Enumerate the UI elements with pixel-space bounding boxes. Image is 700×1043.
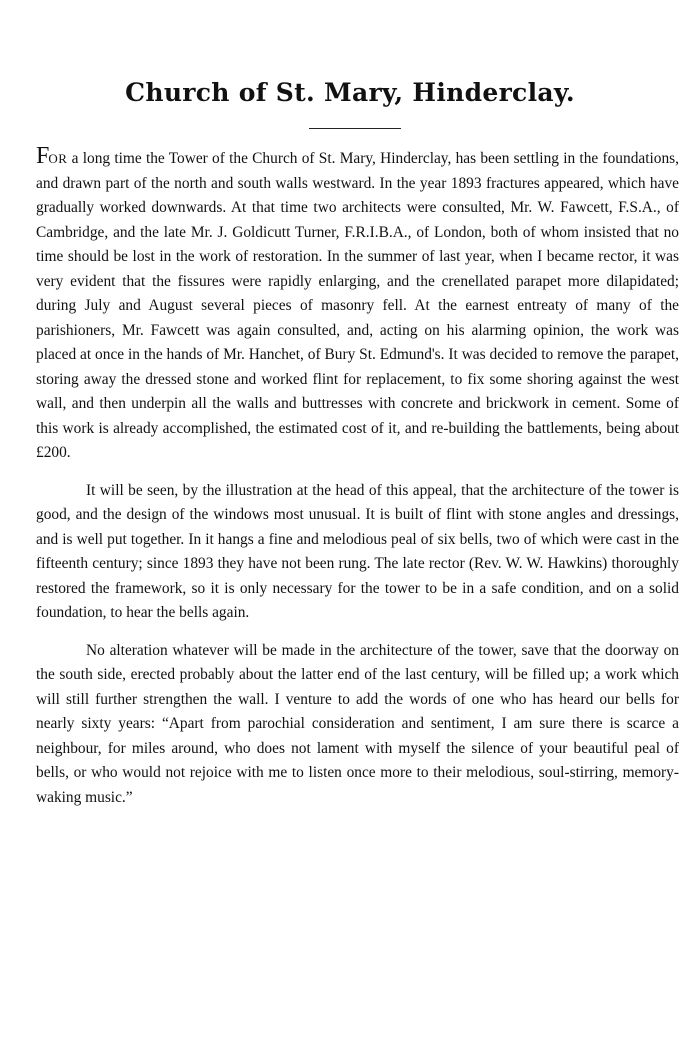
lead-in: OR [48, 151, 68, 166]
paragraph-1-text: a long time the Tower of the Church of St. Mary, Hinderclay, has been settling in the foundations, and drawn part of the north and south walls westward. In the year 1893 fractures appeared, which have gradually worked downwards. At that time two architects were consulted, Mr. W. Fawcett, F.S.A., of Cambridge, and the late Mr. J. Goldicutt Turner, F.R.I.B.A., of London, both of whom insisted that no time should be lost in the work of restoration. In the summer of last year, when I became rector, it was very evident that the fissures were rapidly enlarging, and the crenellated parapet more dilapidated; during July and August several pieces of masonry fell. At the earnest entreaty of many of the parishioners, Mr. Fawcett was again consulted, and, acting on his alarming opinion, the work was placed at once in the hands of Mr. Hanchet, of Bury St. Edmund's. It was decided to remove the parapet, storing away the dressed stone and worked flint for replacement, to fix some shoring against the west wall, and then underpin all the walls and buttresses with concrete and brickwork in cement. Some of this work is already accomplished, the estimated cost of it, and re-building the battlements, being about £200. [36, 150, 679, 461]
paragraph-2: It will be seen, by the illustration at the head of this appeal, that the architecture of the tower is good, and the design of the windows most unusual. It is built of flint with stone angles and dressings, and is well put together. In it hangs a fine and melodious peal of six bells, two of which were cast in the fifteenth century; since 1893 they have not been rung. The late rector (Rev. W. W. Hawkins) thoroughly restored the framework, so it is only necessary for the tower to be in a safe condition, and on a solid foundation, to hear the bells again. [36, 481, 679, 621]
drop-cap: F [36, 143, 49, 169]
paragraph-3: No alteration whatever will be made in the architecture of the tower, save that the doorway on the south side, erected probably about the latter end of the last century, will be filled up; a work which will still further strengthen the wall. I venture to add the words of one who has heard our bells for nearly sixty years: “Apart from parochial consideration and sentiment, I am sure there is scarce a neighbour, for miles around, who does not lament with myself the silence of your beautiful peal of bells, or who would not rejoice with me to listen once more to their melodious, soul-stirring, memory-waking music.” [36, 641, 679, 806]
body-text [36, 143, 679, 810]
page-title: Church of St. Mary, Hinderclay. [125, 78, 575, 107]
paragraph-1 [36, 143, 679, 466]
title-rule [309, 128, 401, 129]
